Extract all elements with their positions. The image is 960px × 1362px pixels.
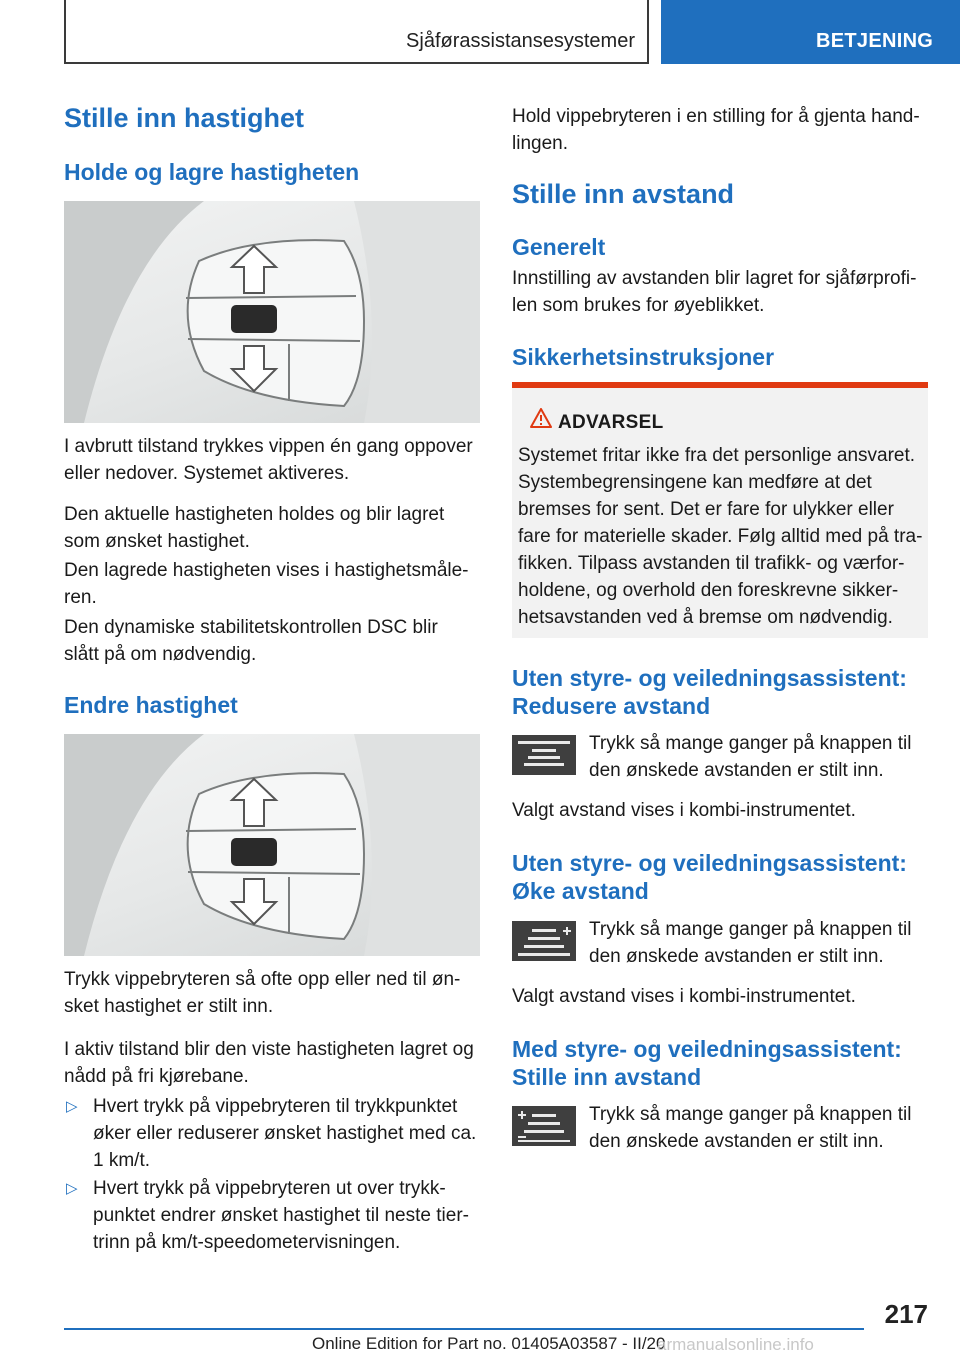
warning-box xyxy=(512,388,928,638)
text-line: Hvert trykk på vippebryteren ut over trykk- xyxy=(93,1178,446,1199)
footer-watermark: armanualsonline.info xyxy=(657,1335,814,1354)
header-chapter-title: BETJENING xyxy=(816,30,934,52)
heading-line: Redusere avstand xyxy=(512,693,711,719)
text-line: 1 km/t. xyxy=(93,1150,151,1171)
text-line: sket hastighet er stilt inn. xyxy=(64,996,274,1017)
distance-reduce-button-icon xyxy=(512,735,576,775)
bullet-item-1 xyxy=(64,1093,480,1174)
footer-edition: Online Edition for Part no. 01405A03587 - II/20 xyxy=(312,1334,666,1353)
paragraph-with-assistant xyxy=(589,1101,929,1155)
steering-wheel-photo-2 xyxy=(64,734,480,956)
heading-hold-speed: Holde og lagre hastigheten xyxy=(64,159,360,185)
paragraph-hold-3 xyxy=(64,557,480,611)
text-line: nådd på fri kjørebane. xyxy=(64,1066,249,1087)
heading-set-distance: Stille inn avstand xyxy=(512,179,735,209)
distance-increase-button-icon xyxy=(512,921,576,961)
heading-with-assistant xyxy=(512,1035,902,1091)
text-line: eller nedover. Systemet aktiveres. xyxy=(64,463,350,484)
footer-divider xyxy=(64,1328,864,1330)
warning-triangle-icon xyxy=(530,408,552,428)
heading-line: Med styre- og veiledningsassistent: xyxy=(512,1036,902,1062)
paragraph-hold-1 xyxy=(64,433,480,487)
text-line: Trykk vippebryteren så ofte opp eller ned til øn- xyxy=(64,969,461,990)
text-line: fare for materielle skader. Følg alltid med på tra- xyxy=(518,526,923,547)
heading-line: Stille inn avstand xyxy=(512,1064,702,1090)
text-line: slått på om nødvendig. xyxy=(64,644,257,665)
heading-general: Generelt xyxy=(512,234,606,260)
text-line: som ønsket hastighet. xyxy=(64,531,250,552)
paragraph-increase xyxy=(589,916,929,970)
text-line: Hvert trykk på vippebryteren til trykkpunktet xyxy=(93,1096,458,1117)
text-line: øker eller reduserer ønsket hastighet med ca. xyxy=(93,1123,477,1144)
text-line: den ønskede avstanden er stilt inn. xyxy=(589,946,884,967)
text-line: Den lagrede hastigheten vises i hastighetsmåle- xyxy=(64,560,469,581)
header-section-title: Sjåførassistansesystemer xyxy=(406,30,635,52)
text-line: Trykk så mange ganger på knappen til xyxy=(589,919,912,940)
distance-assistant-button-icon xyxy=(512,1106,576,1146)
text-line: hetsavstanden ved å bremse om nødvendig. xyxy=(518,607,893,628)
heading-safety: Sikkerhetsinstruksjoner xyxy=(512,344,775,370)
heading-line: Uten styre- og veiledningsassistent: xyxy=(512,850,907,876)
steering-wheel-photo-1 xyxy=(64,201,480,423)
text-line: Hold vippebryteren i en stilling for å gjenta hand- xyxy=(512,106,920,127)
warning-text xyxy=(518,442,926,631)
bullet-triangle-icon: ▷ xyxy=(66,1180,78,1197)
text-line: Den aktuelle hastigheten holdes og blir lagret xyxy=(64,504,445,525)
text-line: den ønskede avstanden er stilt inn. xyxy=(589,1131,884,1152)
paragraph-increase-after: Valgt avstand vises i kombi-instrumentet. xyxy=(512,986,856,1007)
text-line: bremses for sent. Det er fare for ulykker eller xyxy=(518,499,894,520)
text-line: I aktiv tilstand blir den viste hastigheten lagret og xyxy=(64,1039,474,1060)
text-line: lingen. xyxy=(512,133,568,154)
paragraph-hold-repeat xyxy=(512,103,928,157)
text-line: trinn på km/t-speedometervisningen. xyxy=(93,1232,401,1253)
text-line: Systemet fritar ikke fra det personlige ansvaret. xyxy=(518,445,916,466)
text-line: punktet endrer ønsket hastighet til neste tier- xyxy=(93,1205,469,1226)
header-section-box xyxy=(64,0,649,64)
paragraph-change-2 xyxy=(64,1036,480,1090)
text-line: ren. xyxy=(64,587,97,608)
text-line: Innstilling av avstanden blir lagret for sjåførprofi- xyxy=(512,268,917,289)
bullet-triangle-icon: ▷ xyxy=(66,1098,78,1115)
text-line: len som brukes for øyeblikket. xyxy=(512,295,765,316)
paragraph-change-1 xyxy=(64,966,480,1020)
text-line: Trykk så mange ganger på knappen til xyxy=(589,733,912,754)
header-chapter-box xyxy=(661,0,960,64)
paragraph-reduce-after: Valgt avstand vises i kombi-instrumentet. xyxy=(512,800,856,821)
warning-title: ADVARSEL xyxy=(558,412,664,433)
text-line: holdene, og overhold den foreskrevne sikker- xyxy=(518,580,899,601)
text-line: Trykk så mange ganger på knappen til xyxy=(589,1104,912,1125)
heading-increase-distance xyxy=(512,849,907,905)
heading-change-speed: Endre hastighet xyxy=(64,692,238,718)
paragraph-general xyxy=(512,265,928,319)
page-number: 217 xyxy=(884,1299,928,1329)
heading-line: Uten styre- og veiledningsassistent: xyxy=(512,665,907,691)
heading-reduce-distance xyxy=(512,664,907,720)
text-line: fikken. Tilpass avstanden til trafikk- og værfor- xyxy=(518,553,905,574)
paragraph-reduce xyxy=(589,730,929,784)
text-line: den ønskede avstanden er stilt inn. xyxy=(589,760,884,781)
text-line: Systembegrensingene kan medføre at det xyxy=(518,472,872,493)
paragraph-hold-4 xyxy=(64,614,480,668)
bullet-item-2 xyxy=(64,1175,480,1256)
text-line: I avbrutt tilstand trykkes vippen én gang oppover xyxy=(64,436,473,457)
text-line: Den dynamiske stabilitetskontrollen DSC blir xyxy=(64,617,438,638)
paragraph-hold-2 xyxy=(64,501,480,555)
heading-line: Øke avstand xyxy=(512,878,649,904)
heading-set-speed: Stille inn hastighet xyxy=(64,103,305,133)
